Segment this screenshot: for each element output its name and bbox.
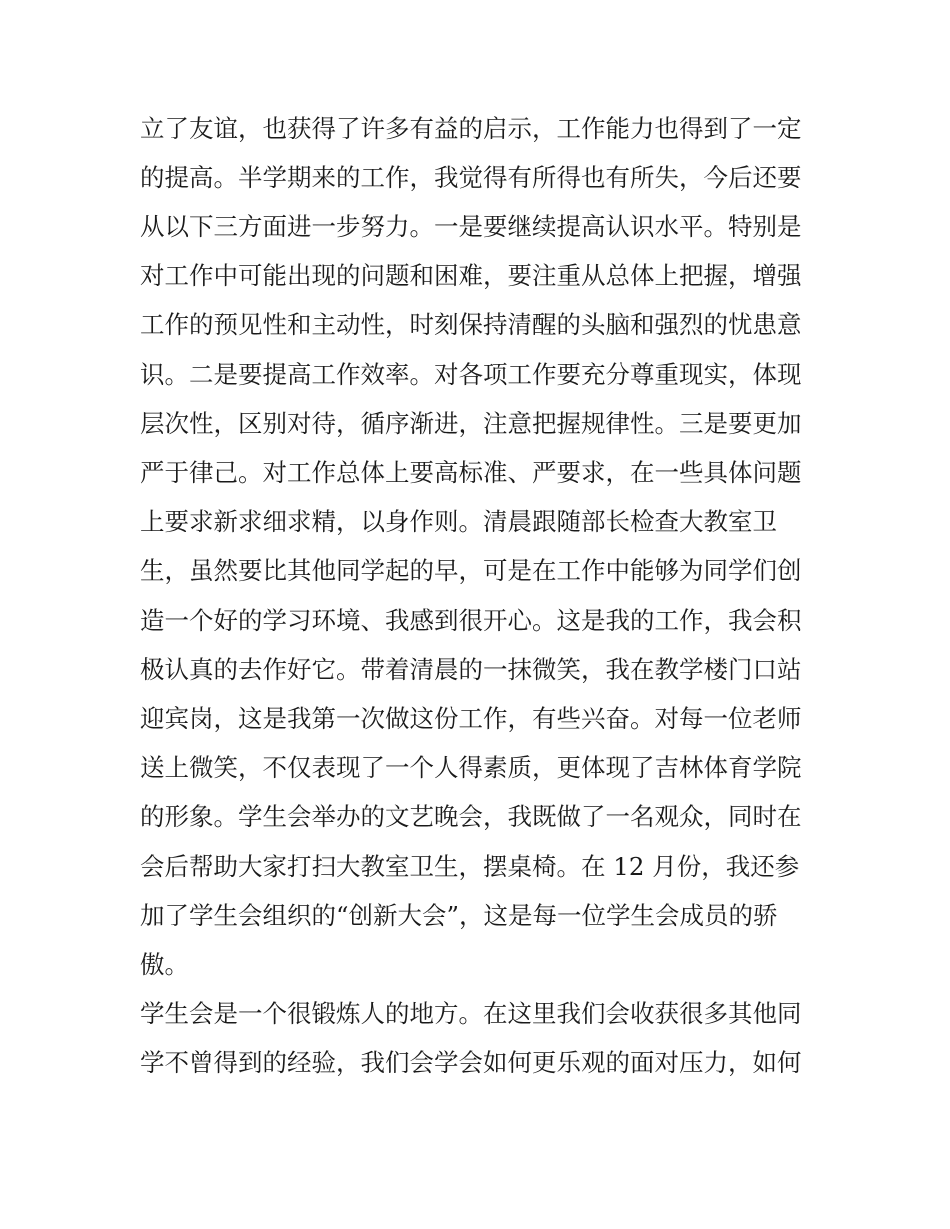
paragraph-1-line-15: 的形象。学生会举办的文艺晚会，我既做了一名观众，同时在 (140, 802, 802, 831)
paragraph-1-line-17: 加了学生会组织的“创新大会”，这是每一位学生会成员的骄 (140, 901, 778, 930)
paragraph-1-line-5: 工作的预见性和主动性，时刻保持清醒的头脑和强烈的忧患意 (140, 310, 802, 339)
paragraph-1-line-1: 立了友谊，也获得了许多有益的启示，工作能力也得到了一定 (140, 114, 802, 143)
paragraph-1-line-12: 极认真的去作好它。带着清晨的一抹微笑，我在教学楼门口站 (140, 655, 802, 684)
paragraph-1-line-16: 会后帮助大家打扫大教室卫生，摆桌椅。在 12 月份，我还参 (140, 852, 800, 881)
paragraph-1-line-8: 严于律己。对工作总体上要高标准、严要求，在一些具体问题 (140, 458, 802, 487)
paragraph-1-line-11: 造一个好的学习环境、我感到很开心。这是我的工作，我会积 (140, 606, 802, 635)
paragraph-1-line-14: 送上微笑，不仅表现了一个人得素质，更体现了吉林体育学院 (140, 753, 802, 782)
paragraph-1-line-3: 从以下三方面进一步努力。一是要继续提高认识水平。特别是 (140, 212, 802, 241)
paragraph-1-line-10: 生，虽然要比其他同学起的早，可是在工作中能够为同学们创 (140, 556, 802, 585)
paragraph-1-line-18: 傲。 (140, 950, 189, 979)
paragraph-2-line-2: 学不曾得到的经验，我们会学会如何更乐观的面对压力，如何 (140, 1048, 802, 1077)
paragraph-2-line-1: 学生会是一个很锻炼人的地方。在这里我们会收获很多其他同 (140, 999, 802, 1028)
paragraph-1-line-7: 层次性，区别对待，循序渐进，注意把握规律性。三是要更加 (140, 409, 802, 438)
paragraph-1-line-4: 对工作中可能出现的问题和困难，要注重从总体上把握，增强 (140, 261, 802, 290)
paragraph-1-line-6: 识。二是要提高工作效率。对各项工作要充分尊重现实，体现 (140, 360, 802, 389)
paragraph-1-line-13: 迎宾岗，这是我第一次做这份工作，有些兴奋。对每一位老师 (140, 704, 802, 733)
paragraph-1-line-2: 的提高。半学期来的工作，我觉得有所得也有所失，今后还要 (140, 163, 802, 192)
paragraph-1-line-9: 上要求新求细求精，以身作则。清晨跟随部长检查大教室卫 (140, 507, 777, 536)
